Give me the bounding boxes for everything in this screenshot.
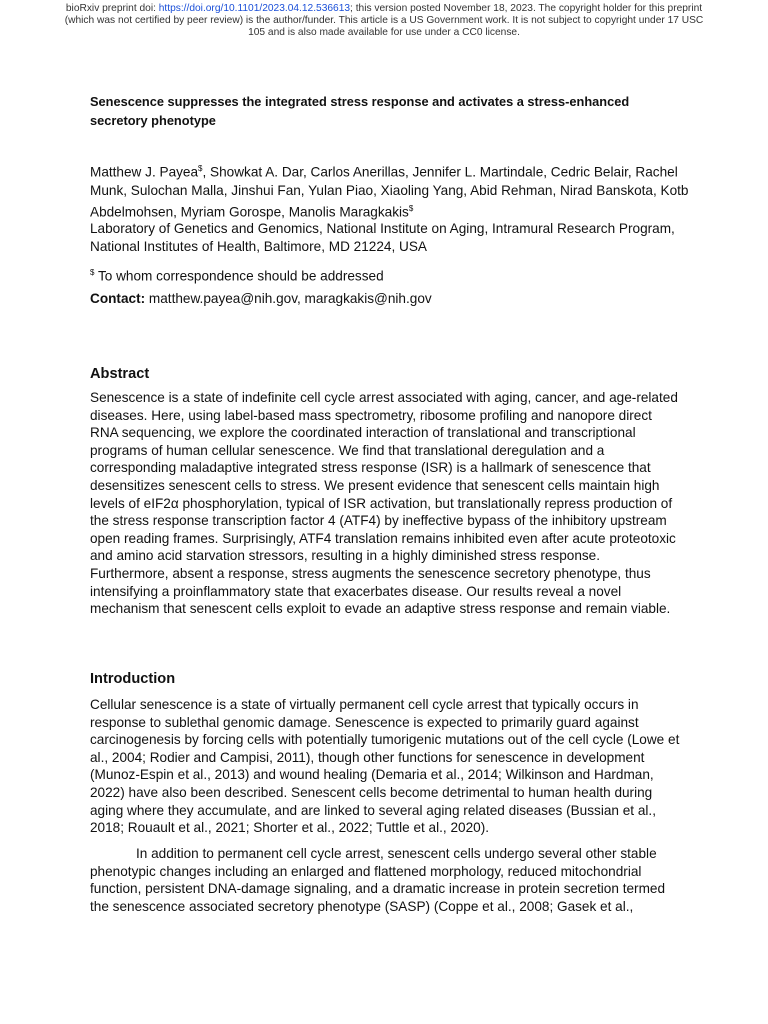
correspondence-symbol: $ [90,268,95,277]
first-author: Matthew J. Payea [90,164,199,180]
intro-paragraph-1: Cellular senescence is a state of virtually permanent cell cycle arrest that typically occurs in response to sublethal genomic damage. Senescence is expected to primarily guard against carcinogenesis by forcing cells with potentially tumorigenic mutations out of the cell cycle (Lowe et al., 2004; Rodier and Campisi, 2011), though other functions for senescence in development (Munoz-Espin et al., 2013) and wound healing (Demaria et al., 2014; Wilkinson and Hardman, 2022) have also been described. Senescent cells become detrimental to human health during aging where they accumulate, and are linked to several aging related diseases (Bussian et al., 2018; Rouault et al., 2021; Shorter et al., 2022; Tuttle et al., 2020). [90,697,680,836]
contact-label: Contact: [90,291,146,306]
paper-title: Senescence suppresses the integrated stress response and activates a stress-enhanced secretory phenotype [90,94,630,128]
author-list [90,160,690,221]
contact-emails[interactable]: matthew.payea@nih.gov, maragkakis@nih.gov [145,291,432,306]
header-prefix: bioRxiv preprint doi: [65,3,159,14]
correspondence-mark: $ [198,164,203,173]
introduction-heading: Introduction [90,671,176,687]
correspondence-text: To whom correspondence should be addressed [94,268,384,284]
header-line-2: (which was not certified by peer review) is the author/funder. This article is a US Government work. It is not subject to copyright under 17 USC [64,15,704,26]
correspondence-mark-last: $ [408,203,414,213]
affiliation: Laboratory of Genetics and Genomics, National Institute on Aging, Intramural Research Program, National Institutes of Health, Baltimore, MD 21224, USA [90,221,675,254]
intro-paragraph-2: In addition to permanent cell cycle arrest, senescent cells undergo several other stable phenotypic changes including an enlarged and flattened morphology, reduced mitochondrial function, persistent DNA-damage signaling, and a dramatic increase in protein secretion termed the senescence associated secretory phenotype (SASP) (Coppe et al., 2008; Gasek et al., [90,846,666,914]
preprint-header [0,3,768,39]
header-suffix: ; this version posted November 18, 2023. The copyright holder for this preprint [350,3,703,14]
header-line-3: 105 and is also made available for use under a CC0 license. [248,27,520,38]
correspondence-note [90,264,690,286]
abstract-text: Senescence is a state of indefinite cell cycle arrest associated with aging, cancer, and age-related diseases. Here, using label-based mass spectrometry, ribosome profiling and nanopore direct RNA sequencing, we explore the coordinated interaction of translational and transcriptional programs of human cellular senescence. We find that translational deregulation and a corresponding maladaptive integrated stress response (ISR) is a hallmark of senescence that desensitizes senescent cells to stress. We present evidence that senescent cells maintain high levels of eIF2α phosphorylation, typical of ISR activation, but translationally repress production of the stress response transcription factor 4 (ATF4) by ineffective bypass of the inhibitory upstream open reading frames. Surprisingly, ATF4 translation remains inhibited even after acute proteotoxic and amino acid starvation stressors, resulting in a highly diminished stress response. Furthermore, absent a response, stress augments the senescence secretory phenotype, thus intensifying a proinflammatory state that exacerbates disease. Our results reveal a novel mechanism that senescent cells exploit to evade an adaptive stress response and remain viable. [90,390,678,617]
header-line-1 [0,3,768,15]
contact-line [90,290,690,308]
other-authors: , Showkat A. Dar, Carlos Anerillas, Jennifer L. Martindale, Cedric Belair, Rachel Munk, Sulochan Malla, Jinshui Fan, Yulan Piao, Xiaoling Yang, Abid Rehman, Nirad Banskota, Kotb Abdelmohsen, Myriam Gorospe, Manolis Maragkakis [90,164,689,220]
abstract-heading: Abstract [90,366,150,382]
doi-link[interactable]: https://doi.org/10.1101/2023.04.12.536613 [158,3,351,14]
